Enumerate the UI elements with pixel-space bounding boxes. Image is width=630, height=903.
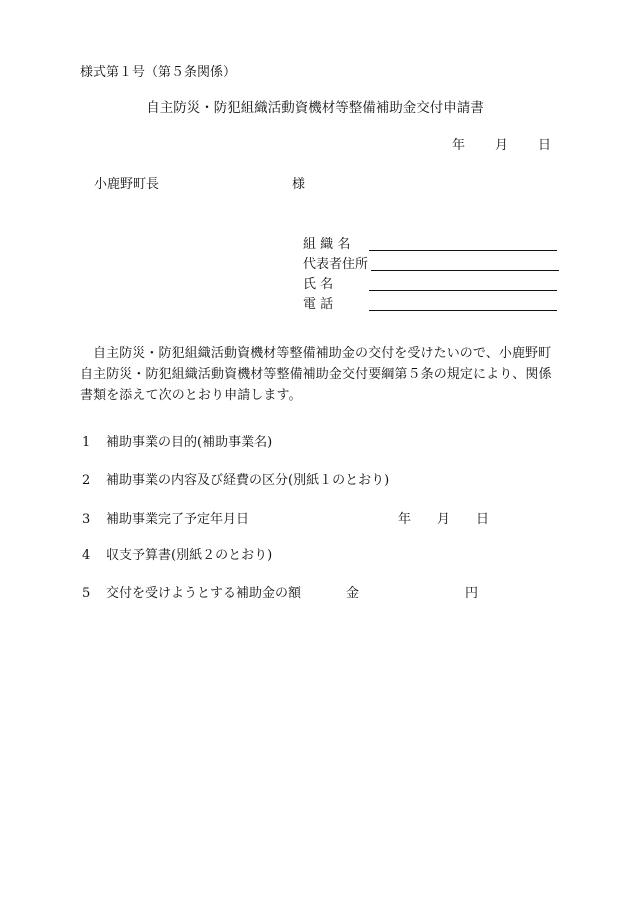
name-label: 氏 名 bbox=[303, 277, 334, 292]
organization-label: 組 織 名 bbox=[303, 237, 351, 252]
addressee-name: 小鹿野町長 bbox=[94, 177, 160, 192]
item-subsidy-amount bbox=[82, 587, 301, 600]
completion-year-label: 年 bbox=[398, 512, 412, 527]
representative-address-row bbox=[303, 252, 559, 271]
completion-date-fields[interactable] bbox=[398, 513, 489, 526]
completion-month-label: 月 bbox=[437, 512, 451, 527]
completion-day-label: 日 bbox=[476, 512, 490, 527]
document-title: 自主防災・防犯組織活動資機材等整備補助金交付申請書 bbox=[146, 100, 484, 116]
item-content-expenses bbox=[82, 474, 389, 487]
item-label: 補助事業の目的(補助事業名) bbox=[106, 435, 273, 450]
item-number: 5 bbox=[82, 586, 91, 601]
phone-label: 電 話 bbox=[303, 297, 334, 312]
addressee-suffix: 様 bbox=[292, 177, 306, 192]
item-purpose bbox=[82, 436, 272, 449]
item-label: 補助事業の内容及び経費の区分(別紙１のとおり) bbox=[106, 473, 390, 488]
item-number: 4 bbox=[82, 548, 91, 563]
item-budget bbox=[82, 549, 272, 562]
date-year-label: 年 bbox=[452, 138, 466, 153]
item-number: 3 bbox=[82, 512, 91, 527]
applicant-block bbox=[303, 232, 559, 312]
representative-address-label: 代表者住所 bbox=[303, 257, 369, 272]
item-completion-date bbox=[82, 513, 249, 526]
organization-name-field[interactable] bbox=[369, 237, 557, 251]
organization-row bbox=[303, 232, 559, 251]
item-label: 補助事業完了予定年月日 bbox=[106, 512, 250, 527]
item-number: 2 bbox=[82, 473, 91, 488]
date-month-label: 月 bbox=[495, 138, 509, 153]
item-label: 交付を受けようとする補助金の額 bbox=[106, 586, 302, 601]
name-field[interactable] bbox=[369, 277, 557, 291]
amount-prefix: 金 bbox=[346, 586, 360, 601]
representative-address-field[interactable] bbox=[371, 257, 559, 271]
date-day-label: 日 bbox=[538, 138, 552, 153]
name-row bbox=[303, 272, 559, 291]
item-label: 収支予算書(別紙２のとおり) bbox=[106, 548, 273, 563]
form-number: 様式第１号（第５条関係） bbox=[80, 65, 237, 80]
application-statement: 自主防災・防犯組織活動資機材等整備補助金の交付を受けたいので、小鹿野町自主防災・防犯組織活動資機材等整備補助金交付要綱第５条の規定により、関係書類を添えて次のとおり申請します。 bbox=[80, 346, 552, 403]
application-date bbox=[452, 139, 551, 152]
item-number: 1 bbox=[82, 435, 91, 450]
phone-field[interactable] bbox=[369, 297, 557, 311]
amount-field[interactable] bbox=[366, 582, 462, 600]
phone-row bbox=[303, 292, 559, 311]
amount-unit: 円 bbox=[465, 586, 479, 601]
